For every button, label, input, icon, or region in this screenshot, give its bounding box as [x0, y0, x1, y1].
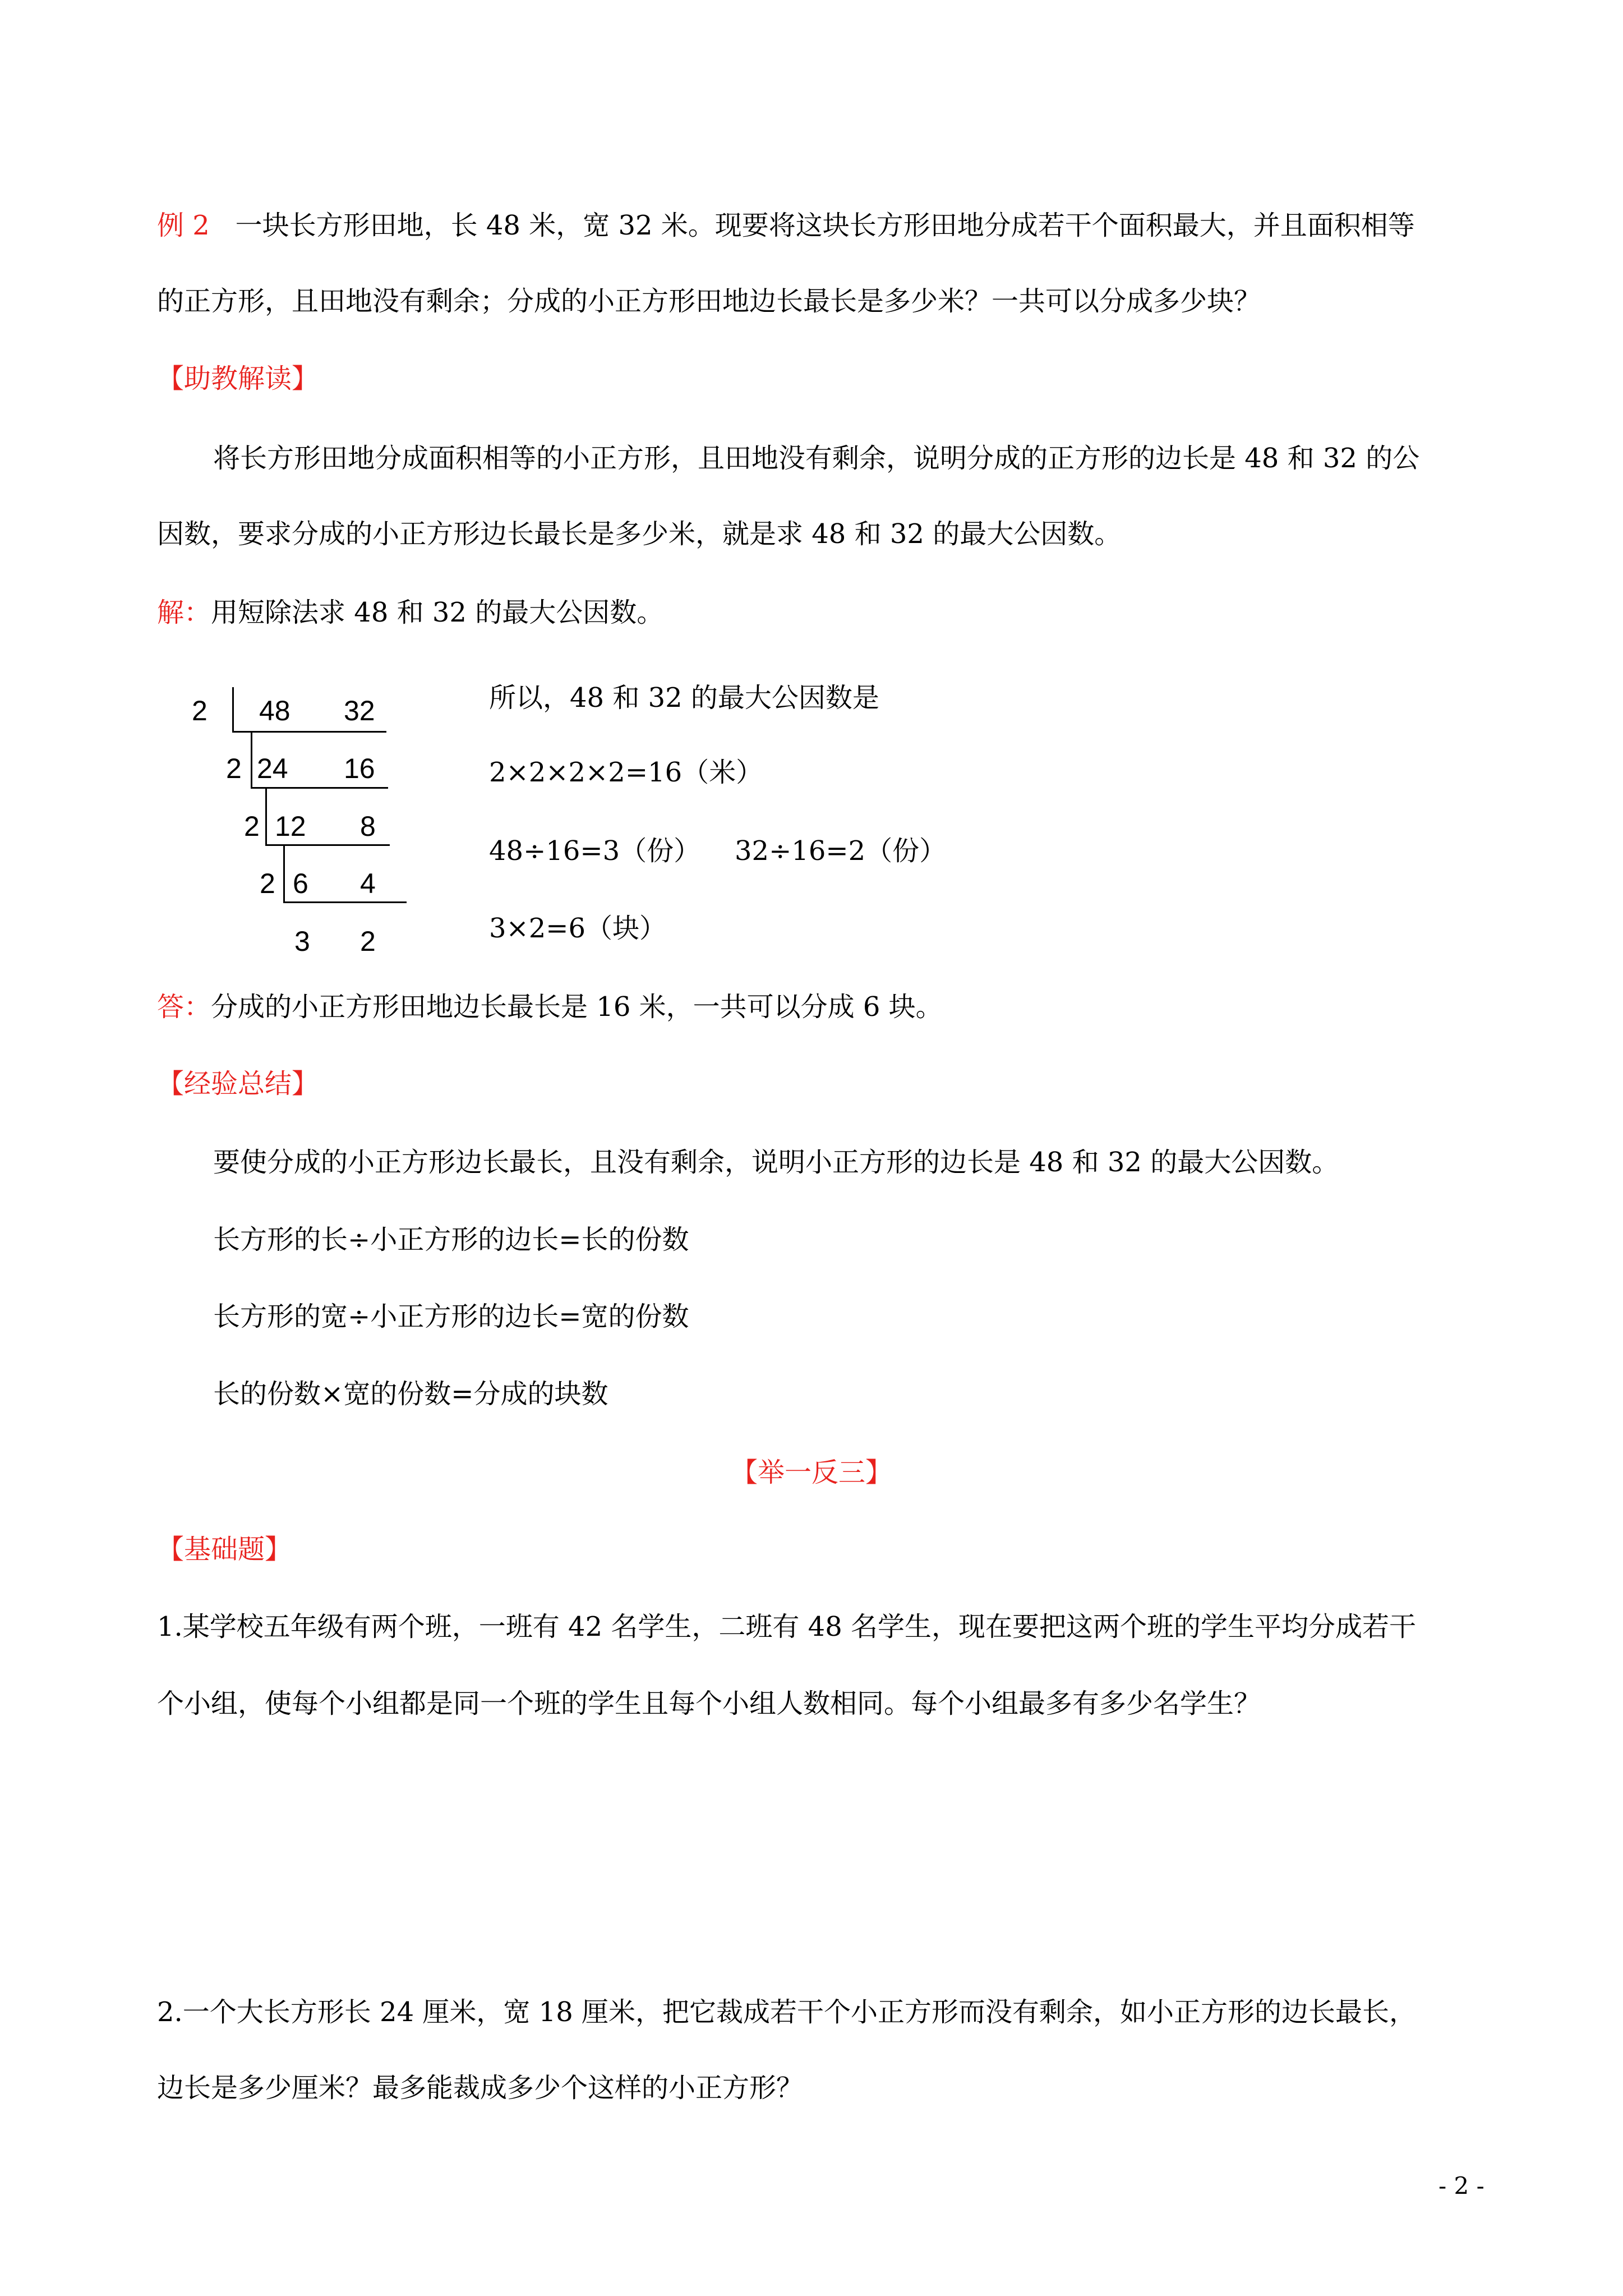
division-bar: [251, 787, 388, 789]
division-divisor: 2: [192, 695, 208, 726]
division-divisor: 2: [244, 811, 260, 842]
solution-step: 3×2=6（块）: [489, 913, 667, 944]
division-divisor: 2: [226, 753, 242, 784]
answer-text: 分成的小正方形田地边长最长是 16 米，一共可以分成 6 块。: [211, 991, 943, 1023]
division-value: 8: [360, 811, 376, 842]
solution-step: 48÷16=3（份）: [489, 835, 701, 867]
solution-step: 2×2×2×2=16（米）: [489, 757, 763, 788]
solution-step: 32÷16=2（份）: [735, 835, 947, 867]
practice-section-title: 【举一反三】: [730, 1457, 892, 1488]
question-1-line-2: 个小组，使每个小组都是同一个班的学生且每个小组人数相同。每个小组最多有多少名学生？: [157, 1688, 1261, 1719]
analysis-line-2: 因数，要求分成的小正方形边长最长是多少米，就是求 48 和 32 的最大公因数。: [157, 518, 1122, 550]
division-bracket: [283, 845, 285, 903]
division-bracket: [265, 788, 267, 845]
solution-line: [157, 595, 663, 631]
division-value: 32: [344, 695, 375, 726]
question-1-line-1: 1.某学校五年级有两个班，一班有 42 名学生，二班有 48 名学生，现在要把这两个班的学生平均分成若干: [157, 1611, 1416, 1642]
division-value: 6: [293, 868, 308, 899]
example-line-1: [157, 208, 1415, 243]
division-value: 16: [344, 753, 375, 784]
summary-line: 长方形的长÷小正方形的边长=长的份数: [213, 1224, 689, 1255]
page-number: - 2 -: [1438, 2172, 1484, 2200]
question-2-line-2: 边长是多少厘米？最多能裁成多少个这样的小正方形？: [157, 2072, 804, 2104]
answer-line: [157, 989, 943, 1025]
solution-text: 用短除法求 48 和 32 的最大公因数。: [211, 597, 664, 628]
answer-label: 答：: [157, 991, 211, 1023]
example-text-1: 一块长方形田地，长 48 米，宽 32 米。现要将这块长方形田地分成若干个面积最大，并且面积相等: [235, 210, 1415, 241]
division-bracket: [232, 687, 234, 732]
example-label: 例 2: [157, 210, 210, 241]
example-line-2: 的正方形，且田地没有剩余；分成的小正方形田地边长最长是多少米？一共可以分成多少块？: [157, 286, 1261, 317]
division-value: 4: [360, 868, 376, 899]
summary-line: 要使分成的小正方形边长最长，且没有剩余，说明小正方形的边长是 48 和 32 的最大公因数。: [213, 1147, 1339, 1178]
division-bar: [283, 901, 407, 903]
solution-step: 所以，48 和 32 的最大公因数是: [489, 682, 879, 714]
division-result: 2: [360, 926, 376, 957]
basic-heading: 【基础题】: [157, 1534, 292, 1565]
solution-label: 解：: [157, 597, 211, 628]
division-value: 24: [257, 753, 288, 784]
division-value: 48: [259, 695, 291, 726]
division-value: 12: [275, 811, 306, 842]
analysis-heading: 【助教解读】: [157, 363, 319, 394]
analysis-line-1: 将长方形田地分成面积相等的小正方形，且田地没有剩余，说明分成的正方形的边长是 48 和 32 的公: [213, 443, 1420, 474]
division-bracket: [251, 732, 252, 788]
division-bar: [232, 731, 386, 733]
summary-line: 长方形的宽÷小正方形的边长=宽的份数: [213, 1301, 689, 1332]
question-2-line-1: 2.一个大长方形长 24 厘米，宽 18 厘米，把它裁成若干个小正方形而没有剩余，如小正方形的边长最长，: [157, 1996, 1416, 2028]
summary-line: 长的份数×宽的份数=分成的块数: [213, 1378, 608, 1410]
division-result: 3: [294, 926, 310, 957]
division-divisor: 2: [260, 868, 275, 899]
summary-heading: 【经验总结】: [157, 1068, 319, 1099]
